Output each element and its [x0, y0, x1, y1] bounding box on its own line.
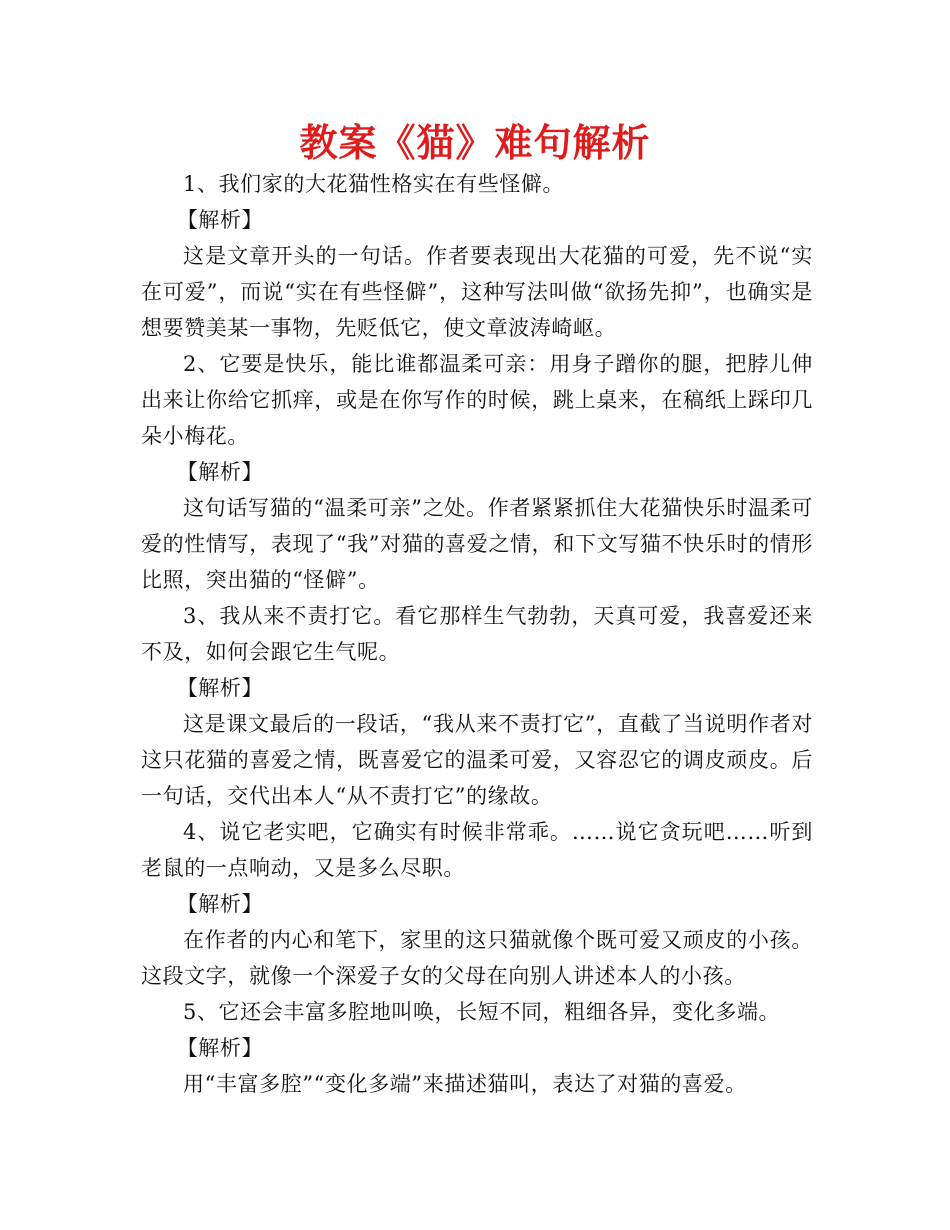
- paragraph-analysis-2: 这句话写猫的“温柔可亲”之处。作者紧紧抓住大花猫快乐时温柔可爱的性情写，表现了“我”对猫的喜爱之情，和下文写猫不快乐时的情形比照，突出猫的“怪僻”。: [141, 496, 813, 592]
- analysis-label: 【解析】: [176, 676, 264, 700]
- paragraph-analysis-1: 这是文章开头的一句话。作者要表现出大花猫的可爱，先不说“实在可爱”，而说“实在有些怪僻”，这种写法叫做“欲扬先抑”，也确实是想要赞美某一事物，先贬低它，使文章波涛崎岖。: [141, 244, 813, 340]
- analysis-label: 【解析】: [176, 208, 264, 232]
- paragraph-analysis-4: 在作者的内心和笔下，家里的这只猫就像个既可爱又顽皮的小孩。这段文字，就像一个深爱子女的父母在向别人讲述本人的小孩。: [141, 928, 813, 988]
- analysis-label: 【解析】: [176, 892, 264, 916]
- paragraph-sentence-3: 3、我从来不责打它。看它那样生气勃勃，天真可爱，我喜爱还来不及，如何会跟它生气呢。: [141, 604, 813, 664]
- paragraph-analysis-5: 用“丰富多腔”“变化多端”来描述猫叫，表达了对猫的喜爱。: [183, 1072, 747, 1096]
- document-title: 教案《猫》难句解析: [299, 121, 651, 165]
- document-body: [141, 166, 813, 1102]
- analysis-label: 【解析】: [176, 1036, 264, 1060]
- paragraph-sentence-4: 4、说它老实吧，它确实有时候非常乖。……说它贪玩吧……听到老鼠的一点响动，又是多么尽职。: [141, 820, 813, 880]
- paragraph-analysis-3: 这是课文最后的一段话，“我从来不责打它”，直截了当说明作者对这只花猫的喜爱之情，既喜爱它的温柔可爱，又容忍它的调皮顽皮。后一句话，交代出本人“从不责打它”的缘故。: [141, 712, 813, 808]
- analysis-label: 【解析】: [176, 460, 264, 484]
- paragraph-sentence-1: 1、我们家的大花猫性格实在有些怪僻。: [183, 172, 565, 196]
- paragraph-sentence-5: 5、它还会丰富多腔地叫唤，长短不同，粗细各异，变化多端。: [183, 1000, 781, 1024]
- paragraph-sentence-2: 2、它要是快乐，能比谁都温柔可亲：用身子蹭你的腿，把脖儿伸出来让你给它抓痒，或是在你写作的时候，跳上桌来，在稿纸上踩印几朵小梅花。: [141, 352, 813, 448]
